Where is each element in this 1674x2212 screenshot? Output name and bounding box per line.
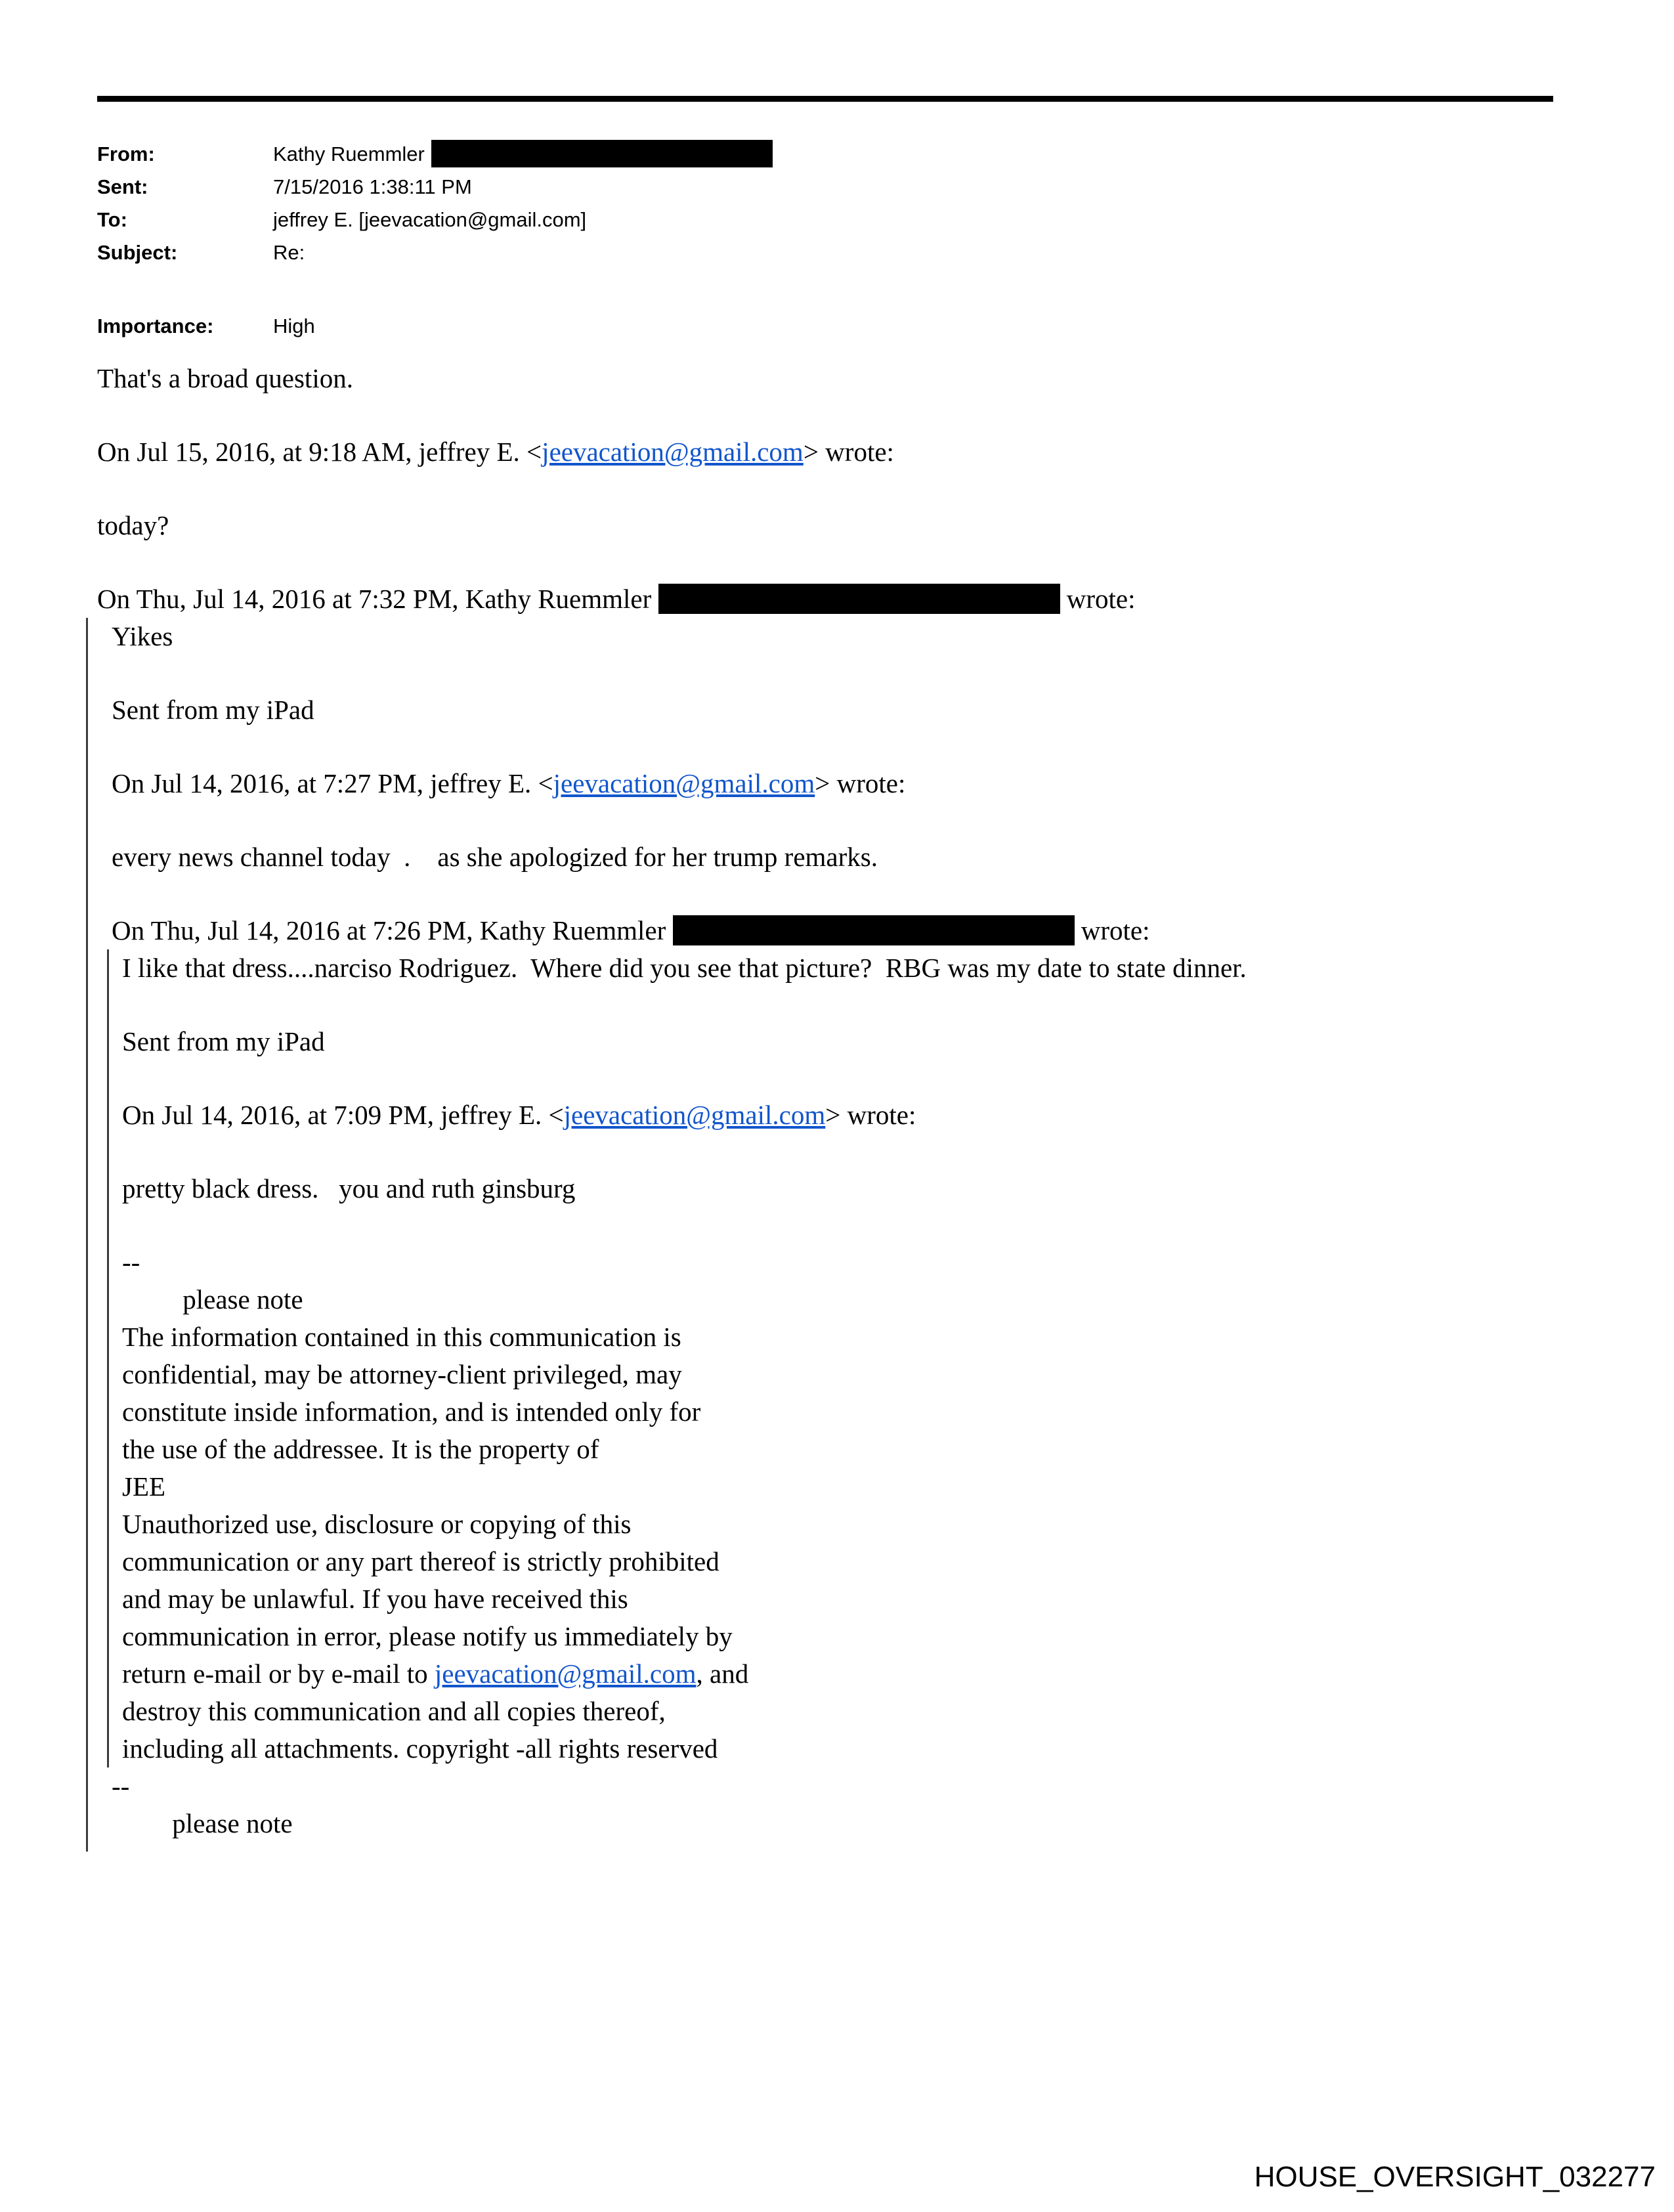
signature-dashes: -- <box>112 1771 130 1801</box>
message-text-news-channel: every news channel today . as she apologized for her trump remarks. <box>112 842 878 872</box>
attribution-text: > wrote: <box>815 768 906 798</box>
message-text-pretty-black-dress: pretty black dress. you and ruth ginsburg <box>122 1173 576 1204</box>
header-row-sent <box>97 171 773 204</box>
disclaimer-line: and may be unlawful. If you have received this <box>122 1584 628 1614</box>
attribution-text: On Thu, Jul 14, 2016 at 7:32 PM, Kathy Ruemmler <box>97 584 658 614</box>
disclaimer-line: the use of the addressee. It is the property of <box>122 1434 599 1464</box>
disclaimer-line: constitute inside information, and is intended only for <box>122 1397 701 1427</box>
email-address-link[interactable]: jeevacation@gmail.com <box>542 437 804 467</box>
email-body <box>97 360 1615 1852</box>
from-name: Kathy Ruemmler <box>273 142 425 165</box>
disclaimer-line: including all attachments. copyright -all rights reserved <box>122 1733 718 1764</box>
from-value <box>273 138 773 171</box>
signature-block <box>122 1244 1615 1767</box>
to-value: jeffrey E. [jeevacation@gmail.com] <box>273 208 587 231</box>
attribution-text: On Thu, Jul 14, 2016 at 7:26 PM, Kathy Ruemmler <box>112 915 673 945</box>
attribution-text: On Jul 14, 2016, at 7:27 PM, jeffrey E. < <box>112 768 553 798</box>
attribution-text: wrote: <box>1060 584 1136 614</box>
legal-disclaimer <box>122 1318 1615 1767</box>
header-row-subject <box>97 236 773 269</box>
attribution-text: > wrote: <box>803 437 894 467</box>
sent-value: 7/15/2016 1:38:11 PM <box>273 175 472 198</box>
disclaimer-line: JEE <box>122 1471 166 1502</box>
disclaimer-line <box>122 1655 1615 1693</box>
signature-please-note: please note <box>122 1284 303 1314</box>
quote-attribution-727 <box>112 765 1615 802</box>
message-text-yikes: Yikes <box>112 621 173 651</box>
disclaimer-line: communication in error, please notify us immediately by <box>122 1621 733 1651</box>
quote-level-1 <box>86 618 1615 1852</box>
attribution-text: wrote: <box>1074 915 1150 945</box>
quote-attribution-709 <box>122 1096 1615 1134</box>
email-address-link[interactable]: jeevacation@gmail.com <box>434 1659 697 1689</box>
header-divider-rule <box>97 96 1553 102</box>
quote-attribution-726 <box>112 912 1615 949</box>
email-address-link[interactable]: jeevacation@gmail.com <box>563 1100 826 1130</box>
disclaimer-text: , and <box>696 1659 749 1689</box>
email-header <box>97 138 773 343</box>
email-address-link[interactable]: jeevacation@gmail.com <box>553 768 815 798</box>
header-row-from <box>97 138 773 171</box>
quote-attribution-732 <box>97 580 1615 618</box>
from-label: From: <box>97 142 155 165</box>
disclaimer-text: return e-mail or by e-mail to <box>122 1659 435 1689</box>
importance-value: High <box>273 314 315 337</box>
to-label: To: <box>97 208 127 231</box>
message-text-dress: I like that dress....narciso Rodriguez. Where did you see that picture? RBG was my date to state dinner. <box>122 953 1247 983</box>
signature-please-note: please note <box>112 1808 293 1838</box>
header-row-importance <box>97 310 773 343</box>
sent-label: Sent: <box>97 175 148 198</box>
importance-label: Importance: <box>97 314 214 337</box>
redaction-bar <box>673 915 1075 945</box>
redaction-bar <box>658 584 1060 614</box>
attribution-text: > wrote: <box>825 1100 916 1130</box>
signature-dashes: -- <box>122 1247 140 1277</box>
header-row-to <box>97 204 773 236</box>
quote-level-2 <box>107 949 1615 1767</box>
subject-label: Subject: <box>97 241 178 264</box>
message-text-today: today? <box>97 510 169 540</box>
attribution-text: On Jul 15, 2016, at 9:18 AM, jeffrey E. < <box>97 437 542 467</box>
bates-stamp: HOUSE_OVERSIGHT_032277 <box>1254 2161 1656 2193</box>
quote-attribution-918 <box>97 433 1615 471</box>
message-text-broad-question: That's a broad question. <box>97 363 353 393</box>
disclaimer-line: Unauthorized use, disclosure or copying of this <box>122 1509 632 1539</box>
attribution-text: On Jul 14, 2016, at 7:09 PM, jeffrey E. < <box>122 1100 564 1130</box>
disclaimer-line: The information contained in this communication is <box>122 1322 681 1352</box>
signature-sent-from-ipad: Sent from my iPad <box>112 695 314 725</box>
subject-value: Re: <box>273 241 305 264</box>
disclaimer-line: confidential, may be attorney-client privileged, may <box>122 1359 682 1389</box>
signature-sent-from-ipad: Sent from my iPad <box>122 1026 325 1056</box>
disclaimer-line: destroy this communication and all copies thereof, <box>122 1696 666 1726</box>
disclaimer-line: communication or any part thereof is strictly prohibited <box>122 1546 719 1576</box>
redaction-bar <box>431 140 773 167</box>
